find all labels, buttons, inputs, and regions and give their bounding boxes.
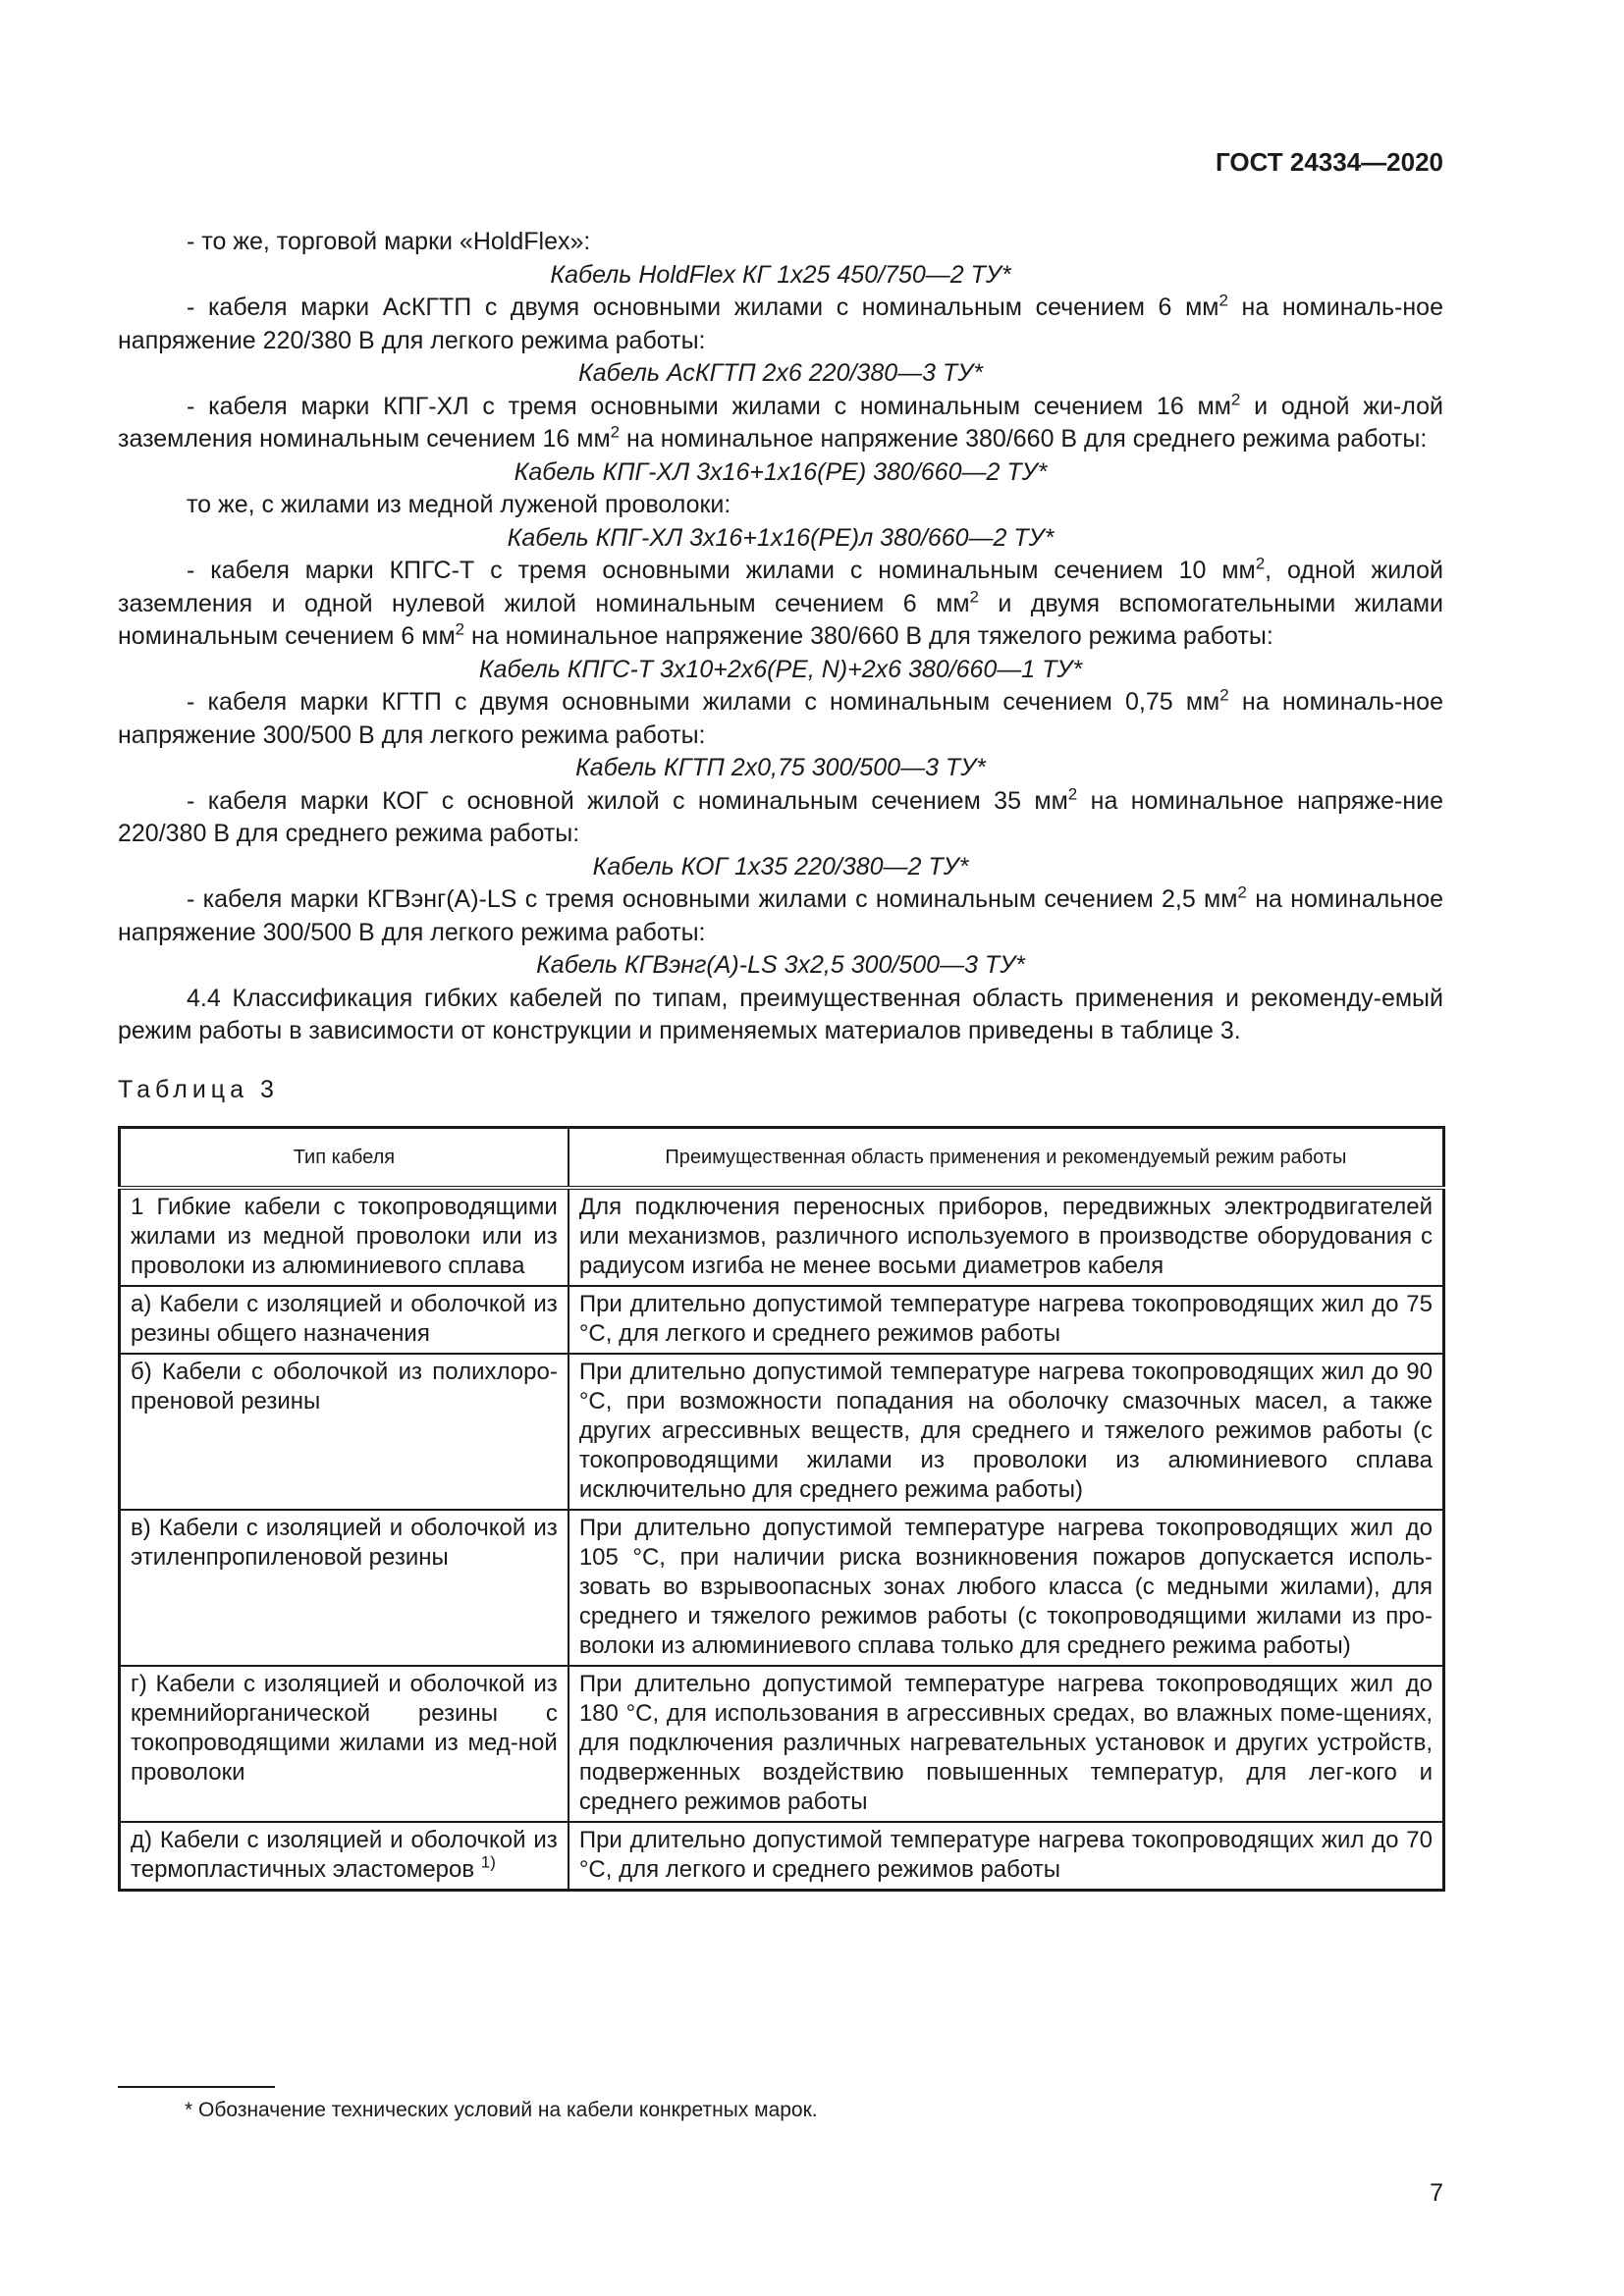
page-number: 7 <box>1430 2179 1443 2207</box>
table-row <box>120 1354 1444 1510</box>
document-code: ГОСТ 24334—2020 <box>1216 147 1443 177</box>
application-cell: При длительно допустимой температуре нагрева токопроводящих жил до 90 °С, при возможности попадания на оболочку смазочных масел, а также других агрессивных веществ, для среднего и тяжелого режимов работы (с токопроводящими жилами из проволоки из алюминиевого сплава исключительно для среднего режима работы) <box>568 1354 1444 1510</box>
superscript: 2 <box>1067 784 1078 804</box>
application-cell: При длительно допустимой температуре нагрева токопроводящих жил до 105 °С, при наличии риска возникновения пожаров допускается исполь-зовать во взрывоопасных зонах любого класса (с медными жилами), для среднего и тяжелого режимов работы (с токопроводящими жилами из про-волоки из алюминиевого сплава только для среднего режима работы) <box>568 1510 1444 1666</box>
paragraph <box>118 292 1443 357</box>
text: на номинальное напряжение 300/500 В для легкого режима работы: <box>118 885 1443 946</box>
superscript: 2 <box>1218 291 1228 310</box>
text: на номинальное напряже-ние 220/380 В для среднего режима работы: <box>118 786 1443 847</box>
cable-type-cell: б) Кабели с оболочкой из полихлоро-преновой резины <box>120 1354 568 1510</box>
application-cell: При длительно допустимой температуре нагрева токопроводящих жил до 75 °С, для легкого и среднего режимов работы <box>568 1286 1444 1354</box>
text: - кабеля марки КОГ с основной жилой с номинальным сечением 35 мм <box>187 786 1068 815</box>
superscript: 2 <box>1219 685 1229 705</box>
table-row <box>120 1188 1444 1286</box>
paragraph <box>118 555 1443 654</box>
paragraph <box>118 883 1443 949</box>
text: и одной жи-лой заземления номинальным сечением 16 мм <box>118 392 1443 453</box>
paragraph: - то же, торговой марки «HoldFlex»: <box>187 228 591 255</box>
table-row <box>120 1286 1444 1354</box>
text: , одной жилой заземления и одной нулевой жилой номинальным сечением 6 мм <box>118 557 1443 617</box>
table-caption: Таблица 3 <box>118 1075 279 1103</box>
text: - кабеля марки КПГ-ХЛ с тремя основными жилами с номинальным сечением 16 мм <box>187 392 1231 420</box>
cable-types-table <box>118 1126 1445 1892</box>
text: на номиналь-ное напряжение 300/500 В для легкого режима работы: <box>118 688 1443 749</box>
table-footnote-ref: 1) <box>480 1852 496 1872</box>
cable-type-cell: в) Кабели с изоляцией и оболочкой из этиленпропиленовой резины <box>120 1510 568 1666</box>
designation-example: Кабель КПГС-Т 3х10+2х6(PE, N)+2х6 380/660—1 ТУ* <box>478 655 1083 683</box>
text: на номинальное напряжение 380/660 В для среднего режима работы: <box>620 425 1428 453</box>
designation-example: Кабель КПГ-ХЛ 3х16+1х16(PE)л 380/660—2 ТУ* <box>507 523 1055 552</box>
text: - кабеля марки КГВэнг(А)-LS с тремя основными жилами с номинальным сечением 2,5 мм <box>187 885 1238 913</box>
table-row <box>120 1510 1444 1666</box>
text: д) Кабели с изоляцией и оболочкой из термопластичных эластомеров <box>131 1827 558 1883</box>
text: - кабеля марки КПГС-Т с тремя основными жилами с номинальным сечением 10 мм <box>187 557 1256 584</box>
table-row <box>120 1666 1444 1822</box>
designation-example: Кабель HoldFlex КГ 1х25 450/750—2 ТУ* <box>550 260 1011 289</box>
cable-type-cell: г) Кабели с изоляцией и оболочкой из кремнийорганической резины с токопроводящими жилами из мед-ной проволоки <box>120 1666 568 1822</box>
designation-example: Кабель КОГ 1х35 220/380—2 ТУ* <box>592 852 969 881</box>
superscript: 2 <box>1255 554 1266 573</box>
paragraph <box>118 686 1443 752</box>
designation-example: Кабель АсКГТП 2х6 220/380—3 ТУ* <box>578 359 983 387</box>
designation-example: Кабель КГТП 2х0,75 300/500—3 ТУ* <box>575 754 986 781</box>
column-header: Тип кабеля <box>120 1128 568 1189</box>
footnote-divider <box>118 2086 275 2088</box>
cable-type-cell <box>120 1822 568 1891</box>
text: и двумя вспомогательными жилами номинальным сечением 6 мм <box>118 589 1444 650</box>
text: - кабеля марки КГТП с двумя основными жилами с номинальным сечением 0,75 мм <box>187 688 1220 716</box>
paragraph <box>118 391 1443 456</box>
superscript: 2 <box>969 587 979 607</box>
superscript: 2 <box>455 619 465 639</box>
cable-type-cell: а) Кабели с изоляцией и оболочкой из резины общего назначения <box>120 1286 568 1354</box>
paragraph <box>118 785 1443 851</box>
application-cell: При длительно допустимой температуре нагрева токопроводящих жил до 180 °С, для использования в агрессивных средах, во влажных поме-щениях, для подключения различных нагревательных установок и других устройств, подверженных воздействию повышенных температур, для лег-кого и среднего режимов работы <box>568 1666 1444 1822</box>
superscript: 2 <box>610 422 621 442</box>
designation-example: Кабель КПГ-ХЛ 3х16+1х16(PE) 380/660—2 ТУ* <box>514 457 1048 486</box>
paragraph: то же, с жилами из медной луженой проволоки: <box>187 491 731 518</box>
table-row <box>120 1822 1444 1891</box>
application-cell: Для подключения переносных приборов, передвижных электродвигателей или механизмов, различного используемого в производстве оборудования с радиусом изгиба не менее восьми диаметров кабеля <box>568 1188 1444 1286</box>
designation-example: Кабель КГВэнг(А)-LS 3х2,5 300/500—3 ТУ* <box>536 951 1025 979</box>
text: на номиналь-ное напряжение 220/380 В для легкого режима работы: <box>118 294 1443 354</box>
application-cell: При длительно допустимой температуре нагрева токопроводящих жил до 70 °С, для легкого и среднего режимов работы <box>568 1822 1444 1891</box>
cable-type-cell: 1 Гибкие кабели с токопроводящими жилами из медной проволоки или из проволоки из алюминиевого сплава <box>120 1188 568 1286</box>
column-header: Преимущественная область применения и рекомендуемый режим работы <box>568 1128 1444 1189</box>
document-body <box>118 226 1443 1892</box>
superscript: 2 <box>1237 882 1247 902</box>
text: - кабеля марки АсКГТП с двумя основными жилами с номинальным сечением 6 мм <box>187 294 1219 321</box>
footnote: * Обозначение технических условий на кабели конкретных марок. <box>185 2099 818 2121</box>
table-header-row <box>120 1128 1444 1189</box>
paragraph-4-4: 4.4 Классификация гибких кабелей по типам, преимущественная область применения и рекоменду-емый режим работы в зависимости от конструкции и применяемых материалов приведены в таблице 3. <box>118 984 1443 1044</box>
superscript: 2 <box>1230 390 1241 409</box>
text: на номинальное напряжение 380/660 В для тяжелого режима работы: <box>464 622 1273 650</box>
